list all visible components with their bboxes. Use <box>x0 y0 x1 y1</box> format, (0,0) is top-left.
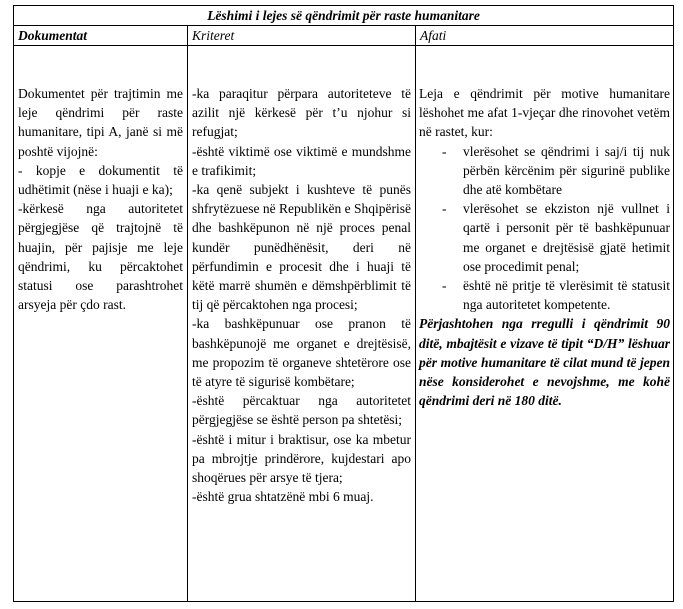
documents-cell <box>14 46 188 602</box>
deadline-cell <box>416 46 674 602</box>
exemption-note: Përjashtohen nga rregulli i qëndrimit 90 ditë, mbajtësit e vizave të tipit “D/H” lëshuar për motive humanitare të cilat mund të jepen nëse konsiderohet e nevojshme, me kohë qëndrimi deri në 180 ditë. <box>419 316 671 409</box>
humanitarian-permit-table <box>13 5 674 602</box>
bullet-text: vlerësohet se qëndrimi i saj/i tij nuk përbën kërcënim për sigurinë publike dhe atë kombëtare <box>463 143 671 198</box>
bullet-marker: - <box>442 278 447 294</box>
deadline-bullet <box>419 199 670 276</box>
criteria-item: -është përcaktuar nga autoritetet përgjegjëse se është person pa shtetësi; <box>192 393 411 428</box>
criteria-item: -ka paraqitur përpara autoriteteve të azilit një kërkesë për t’u njohur si refugjat; <box>192 86 411 140</box>
criteria-item: -është viktimë ose viktimë e mundshme e trafikimit; <box>192 143 411 178</box>
header-criteria: Kriteret <box>188 26 416 46</box>
table-title: Lëshimi i lejes së qëndrimit për raste humanitare <box>14 6 674 26</box>
bullet-marker: - <box>442 143 447 159</box>
documents-intro: Dokumentet për trajtimin me leje qëndrimi për raste humanitare, tipi A, janë si më poshtë vijojnë: <box>18 86 183 159</box>
criteria-item: -është i mitur i braktisur, ose ka mbetur pa mbrojtje prindërore, kujdestari apo shoqërues për arsye të tjera; <box>192 431 411 486</box>
documents-item: -kërkesë nga autoritetet përgjegjëse që trajtojnë të huajin, për pajisje me leje qëndrimi, ku përcaktohet statusi ose parashtrohet arsyeja për çdo rast. <box>18 201 183 313</box>
criteria-item: -është grua shtatzënë mbi 6 muaj. <box>192 489 374 505</box>
criteria-item: -ka qenë subjekt i kushteve të punës shfrytëzuese në Republikën e Shqipërisë dhe bashkëpunon në një proces penal kundër punëdhënësit, deri në përfundimin e procesit dhe i huaji të këtë marrë shumën e dëmshpërblimit të tij që përcaktohen nga procesi; <box>192 182 411 313</box>
bullet-text: është në pritje të vlerësimit të statusit nga autoritetet kompetente. <box>463 278 671 313</box>
deadline-intro: Leja e qëndrimit për motive humanitare lëshohet me afat 1-vjeçar dhe rinovohet vetëm në rastet, kur: <box>419 86 671 140</box>
header-deadline: Afati <box>416 26 674 46</box>
bullet-text: vlerësohet se ekziston një vullnet i qartë i personit për të bashkëpunuar me organet e drejtësisë gjatë hetimit ose procedimit penal; <box>463 201 671 274</box>
criteria-cell <box>188 46 416 602</box>
deadline-bullet <box>419 276 670 314</box>
documents-item: - kopje e dokumentit të udhëtimit (nëse i huaji e ka); <box>18 162 183 198</box>
criteria-item: -ka bashkëpunuar ose pranon të bashkëpunojë me organet e drejtësisë, me propozim të organeve shtetërore ose të atyre të sigurisë kombëtare; <box>192 316 411 390</box>
bullet-marker: - <box>442 201 447 217</box>
deadline-bullet <box>419 142 670 200</box>
header-documents: Dokumentat <box>14 26 188 46</box>
